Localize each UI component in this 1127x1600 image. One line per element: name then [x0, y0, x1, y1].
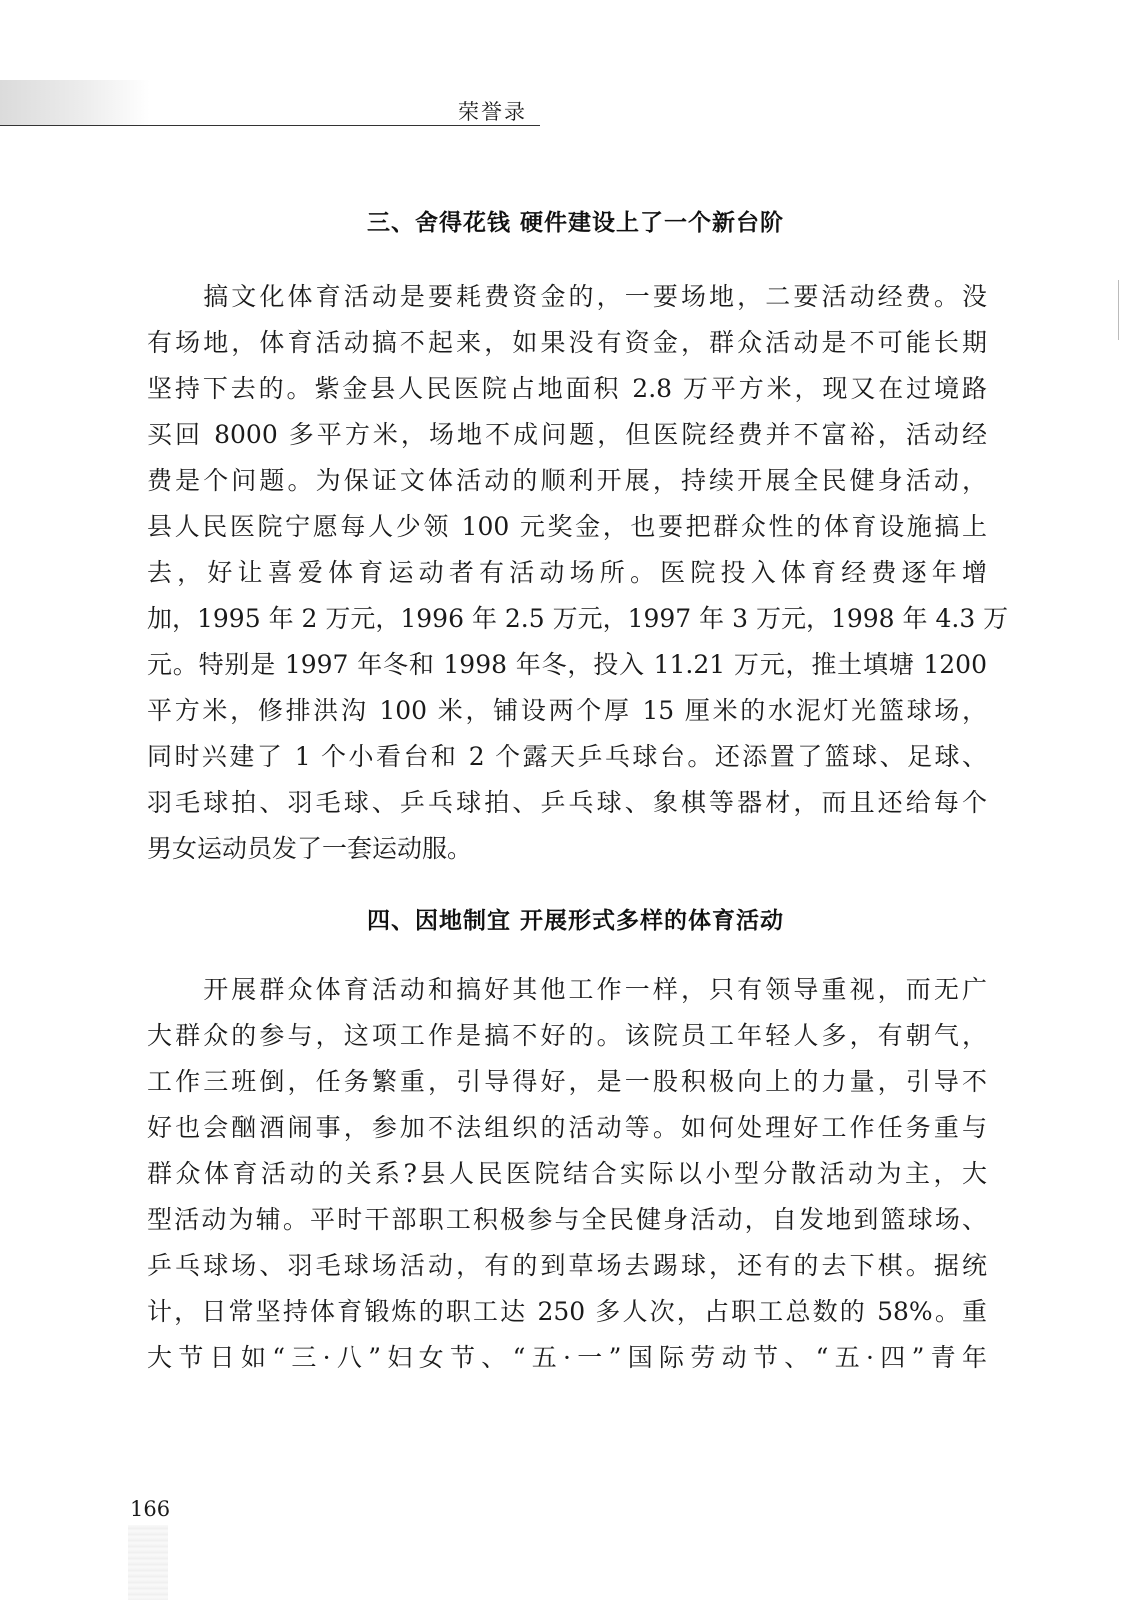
text-line: 买回 8000 多平方米，场地不成问题，但医院经费并不富裕，活动经: [147, 420, 987, 449]
running-header-title: 荣誉录: [458, 100, 527, 124]
text-line: 有场地，体育活动搞不起来，如果没有资金，群众活动是不可能长期: [147, 328, 987, 357]
text-line: 羽毛球拍、羽毛球、乒乓球拍、乒乓球、象棋等器材，而且还给每个: [147, 788, 987, 817]
text-line: 县人民医院宁愿每人少领 100 元奖金，也要把群众性的体育设施搞上: [147, 512, 987, 541]
scan-edge-line: [1118, 280, 1119, 340]
text-line: 加，1995 年 2 万元，1996 年 2.5 万元，1997 年 3 万元，1998 年 4.3 万: [147, 604, 1009, 633]
running-header: [0, 96, 540, 126]
text-line: 元。特别是 1997 年冬和 1998 年冬，投入 11.21 万元，推土填塘 1200: [147, 650, 987, 679]
scan-artifact: [128, 1525, 168, 1600]
section-heading-4: 四、因地制宜 开展形式多样的体育活动: [366, 908, 784, 934]
text-line: 男女运动员发了一套运动服。: [147, 834, 473, 863]
text-line: 坚持下去的。紫金县人民医院占地面积 2.8 万平方米，现又在过境路: [147, 374, 987, 403]
text-line: 大节日如“三·八”妇女节、“五·一”国际劳动节、“五·四”青年: [147, 1343, 987, 1372]
section-3-paragraph: [147, 274, 1009, 872]
text-line: 型活动为辅。平时干部职工积极参与全民健身活动，自发地到篮球场、: [147, 1205, 987, 1234]
text-line: 乒乓球场、羽毛球场活动，有的到草场去踢球，还有的去下棋。据统: [147, 1251, 987, 1280]
section-heading-3: 三、舍得花钱 硬件建设上了一个新台阶: [366, 210, 784, 236]
text-line: 平方米，修排洪沟 100 米，铺设两个厚 15 厘米的水泥灯光篮球场，: [147, 696, 987, 725]
text-line: 去，好让喜爱体育运动者有活动场所。医院投入体育经费逐年增: [147, 558, 987, 587]
section-4-paragraph: [147, 967, 987, 1381]
text-line: 大群众的参与，这项工作是搞不好的。该院员工年轻人多，有朝气，: [147, 1021, 987, 1050]
text-line: 搞文化体育活动是要耗费资金的，一要场地，二要活动经费。没: [147, 282, 987, 311]
text-line: 好也会酗酒闹事，参加不法组织的活动等。如何处理好工作任务重与: [147, 1113, 987, 1142]
text-line: 群众体育活动的关系?县人民医院结合实际以小型分散活动为主，大: [147, 1159, 987, 1188]
text-line: 工作三班倒，任务繁重，引导得好，是一股积极向上的力量，引导不: [147, 1067, 987, 1096]
page-number: 166: [130, 1497, 171, 1521]
header-rule: [0, 125, 540, 126]
text-line: 同时兴建了 1 个小看台和 2 个露天乒乓球台。还添置了篮球、足球、: [147, 742, 987, 771]
text-line: 开展群众体育活动和搞好其他工作一样，只有领导重视，而无广: [147, 975, 987, 1004]
text-line: 计，日常坚持体育锻炼的职工达 250 多人次，占职工总数的 58%。重: [147, 1297, 987, 1326]
text-line: 费是个问题。为保证文体活动的顺利开展，持续开展全民健身活动，: [147, 466, 987, 495]
